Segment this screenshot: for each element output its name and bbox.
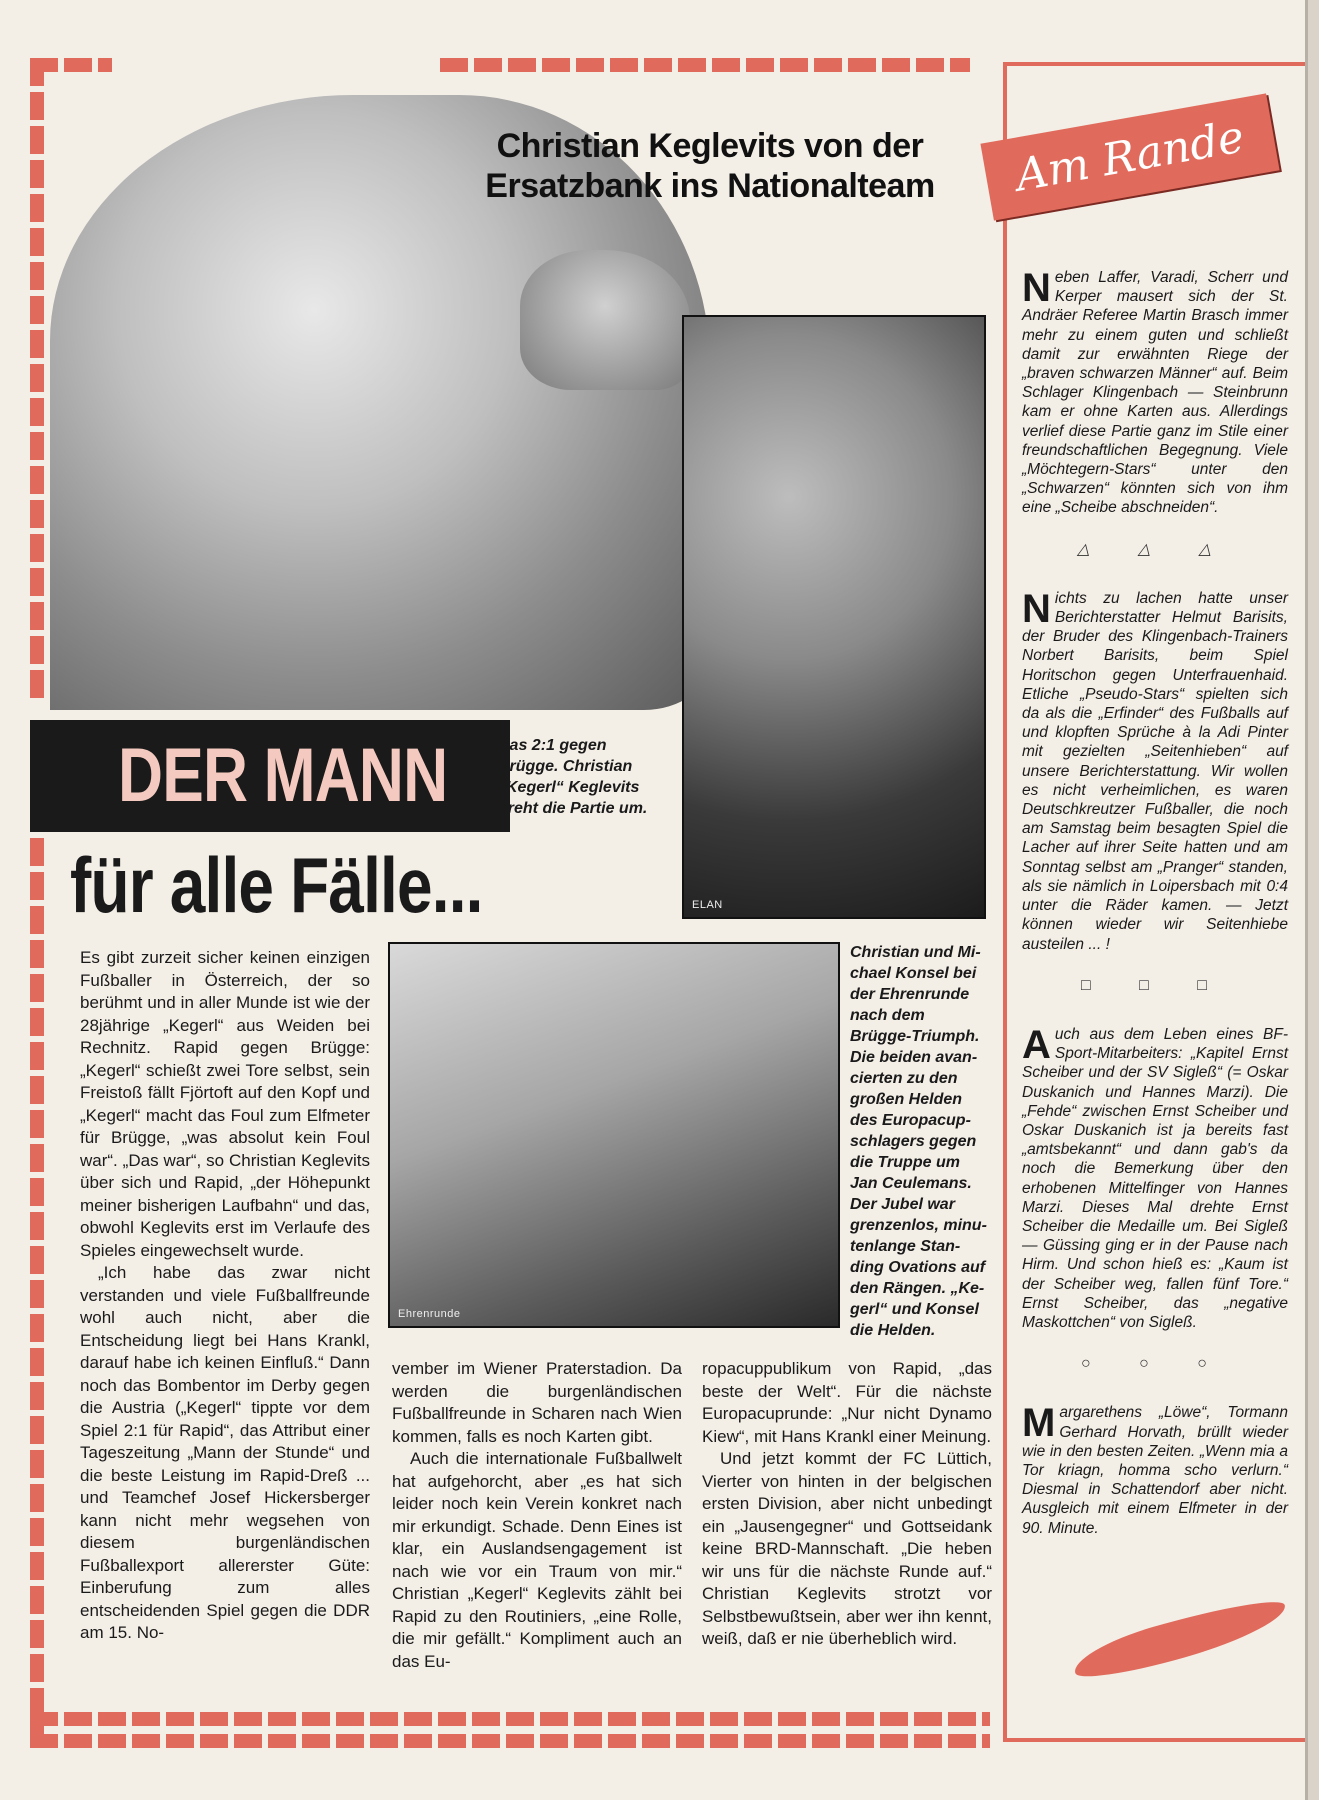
sidebar-item-3: Auch aus dem Leben eines BF-Sport-Mitarbeiters: „Kapitel Ernst Scheiber und der SV Sigleß“ (= Oskar Duskanich und Hannes Marzi). Die „Fehde“ zwischen Ernst Scheiber und Oskar Duskanich ist ja bereits fast „amtsbekannt“ und dann gab's da noch die Bemerkung über den erhobenen Mittelfinger von Hannes Marzi. Dieses Mal drehte Ernst Scheiber die Medaille um. Bei Sigleß — Güssing ging er in der Pause nach Hirm. Und schon hieß es: „Kaum ist der Scheiber weg, fallen fünf Tore.“ Ernst Scheiber, das „negative Maskottchen“ von Sigleß. xyxy=(1022,1022,1288,1331)
article-column-1 xyxy=(80,947,370,1645)
kicker-line-1: Christian Keglevits von der xyxy=(496,127,924,165)
article-column-2 xyxy=(392,1358,682,1673)
sidebar-banner: Am Rande xyxy=(980,93,1279,220)
dropcap-1: N xyxy=(1022,266,1051,310)
frame-left-upper xyxy=(30,58,44,698)
separator-squares: □ □ □ xyxy=(1081,976,1229,994)
article-col3-para-1: ropacuppublikum von Rapid, „das beste der Welt“. Für die nächste Europacuprunde: „Nur nicht Dynamo Kiew“, mit Hans Krankl einer Meinung. xyxy=(702,1359,992,1446)
player-cutout-arm xyxy=(520,250,690,390)
sidebar-item-1: Neben Laffer, Varadi, Scherr und Kerper mausert sich der St. Andräer Referee Martin Brasch immer mehr zu einem guten und schließt damit zur erwähnten Riege der „braven schwarzen Männer“ auf. Beim Schlager Klingenbach — Steinbrunn kam er ohne Karten aus. Allerdings verlief diese Partie ganz im Stile einer freundschaftlichen Begegnung. Viele „Möchtegern-Stars“ unter den „Schwarzen“ könnten sich von ihm eine „Scheibe abschneiden“. xyxy=(1022,266,1288,517)
action-photo-label: ELAN xyxy=(692,899,723,911)
dropcap-3: A xyxy=(1022,1022,1051,1067)
article-col2-para-2: Auch die internationale Fußballwelt hat aufgehorcht, aber „es hat sich leider noch kein Verein konkret nach mir erkundigt. Schade. Denn Eines ist klar, ein Auslandsengagement ist nach wie vor ein Traum von mir.“ Christian „Kegerl“ Keglevits zählt bei Rapid zu den Routiniers, „eine Rolle, die mir gefällt.“ Kompliment auch an das Eu- xyxy=(392,1449,682,1671)
celebration-caption: Christian und Mi- chael Konsel bei der Ehrenrunde nach dem Brügge-Triumph. Die beiden avan- cierten zu den großen Helden des Europacup- schlagers gegen die Truppe um Jan Ceulemans. Der Jubel war grenzenlos, minu- tenlange Stan- ding Ovations auf den Rängen. „Ke- gerl“ und Konsel die Helden. xyxy=(850,944,987,1339)
celebration-photo xyxy=(388,942,840,1328)
frame-left-lower xyxy=(30,838,44,1748)
article-col1-para-1: Es gibt zurzeit sicher keinen einzigen Fußballer in Österreich, der so berühmt und in aller Munde ist wie der 28jährige „Kegerl“ aus Weiden bei Rechnitz. Rapid gegen Brügge: „Kegerl“ schießt zwei Tore selbst, sein Freistoß fällt Fjörtoft auf den Kopf und „Kegerl“ macht das Foul zum Elfmeter für Brügge, „was absolut kein Foul war“. „Das war“, so Christian Keglevits über sich und Rapid, „der Höhepunkt meiner bisherigen Laufbahn“ und das, obwohl Keglevits erst im Verlaufe des Spieles eingewechselt wurde. xyxy=(80,948,370,1260)
article-column-3 xyxy=(702,1358,992,1651)
action-photo xyxy=(682,315,986,919)
frame-top-right xyxy=(440,58,970,72)
action-caption: Das 2:1 gegen Brügge. Christian „Kegerl“ Keglevits dreht die Partie um. xyxy=(498,737,648,817)
article-col2-para-1: vember im Wiener Praterstadion. Da werden die burgenländischen Fußballfreunde in Scharen nach Wien kommen, falls es noch Karten gibt. xyxy=(392,1359,682,1446)
main-headline-line1: DER MANN xyxy=(118,733,448,818)
dropcap-2: N xyxy=(1022,586,1051,631)
article-col1-para-2: „Ich habe das zwar nicht verstanden und viele Fußballfreunde wohl auch nicht, aber die Entscheidung liegt bei Hans Krankl, darauf habe ich keinen Einfluß.“ Dann noch das Bombentor im Derby gegen die Austria („Kegerl“ tippte vor dem Spiel 2:1 für Rapid“, das Attribut einer Tageszeitung „Mann der Stunde“ und die beste Leistung im Rapid-Dreß ... und Teamchef Josef Hickersberger kann nicht mehr wegsehen von diesem burgenländischen Fußballexport allererster Güte: Einberufung zum alles entscheidenden Spiel gegen die DDR am 15. No- xyxy=(80,1263,370,1642)
separator-circles: ○ ○ ○ xyxy=(1081,1355,1229,1373)
kicker-headline xyxy=(450,126,970,206)
sidebar-content xyxy=(1022,268,1288,1538)
sidebar-item-4: Margarethens „Löwe“, Tormann Gerhard Horvath, brüllt wieder wie in den besten Zeiten. „Wenn mia a Tor kriagn, homma scho verlurn.“ Diesmal in Schattendorf aber nicht. Ausgleich mit einem Elfmeter in der 90. Minute. xyxy=(1022,1401,1288,1537)
frame-bottom xyxy=(30,1712,990,1726)
article-col3-para-2: Und jetzt kommt der FC Lüttich, Vierter von hinten in der belgischen ersten Division, aber nicht unbedingt ein „Jausengegner“ und Gottseidank keine BRD-Mannschaft. „Die heben wir uns für die nächste Runde auf.“ Christian Keglevits strotzt vor Selbstbewußtsein, aber wer ihn kennt, weiß, daß er nie überheblich wird. xyxy=(702,1449,992,1648)
frame-bottom-2 xyxy=(30,1734,990,1748)
sidebar-item-2: Nichts zu lachen hatte unser Berichterstatter Helmut Barisits, der Bruder des Klingenbach-Trainers Norbert Barisits, beim Spiel Horitschon gegen Unterfrauenhaid. Etliche „Pseudo-Stars“ spielten sich da als die „Erfinder“ des Fußballs auf und klopften Sprüche à la Adi Pinter mit gezielten „Seitenhieben“ auf unsere Berichterstattung. Wir wollen es nicht verheimlichen, es waren Deutschkreutzer Fußballer, die noch am Samstag beim besagten Spiel die Lacher auf ihrer Seite hatten und am Sonntag selbst am „Pranger“ standen, als sie nämlich in Loipersbach mit 0:4 unter die Räder kamen. — Jetzt können wieder wir Seitenhiebe austeilen ... ! xyxy=(1022,586,1288,953)
dropcap-4: M xyxy=(1022,1401,1056,1446)
main-headline-line2: für alle Fälle... xyxy=(70,841,483,929)
separator-triangles: △ △ △ xyxy=(1077,540,1233,558)
kicker-line-2: Ersatzbank ins Nationalteam xyxy=(485,167,935,205)
celebration-photo-label: Ehrenrunde xyxy=(398,1308,461,1320)
page-edge xyxy=(1305,0,1319,1800)
